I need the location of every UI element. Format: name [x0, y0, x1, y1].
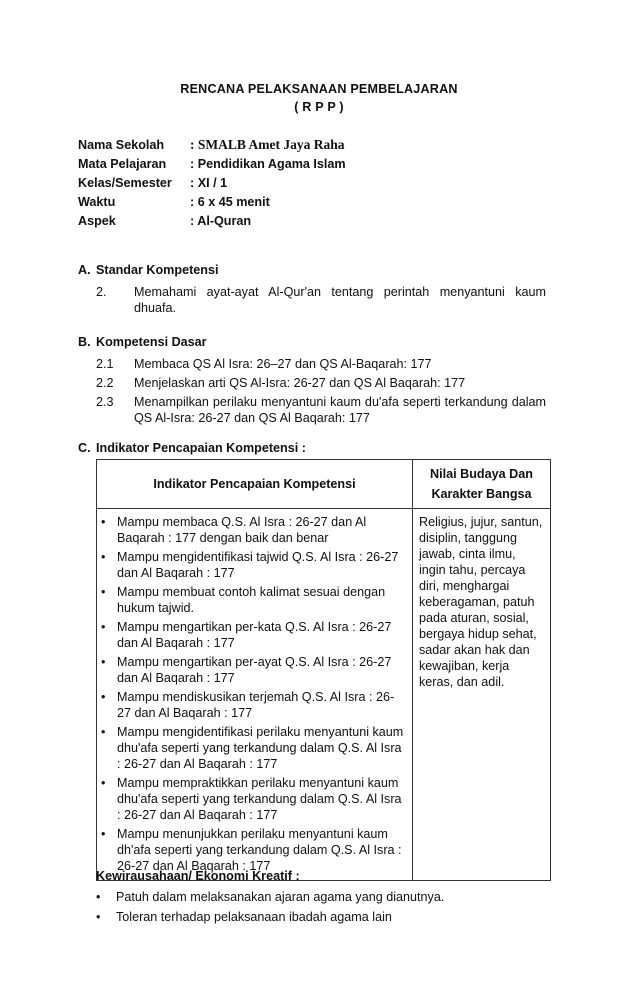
kewirausahaan-text: Patuh dalam melaksanakan ajaran agama yang dianutnya.	[116, 890, 445, 904]
list-item	[96, 909, 556, 925]
section-c-heading	[78, 440, 306, 456]
list-item	[101, 775, 408, 823]
section-b-list	[96, 356, 546, 429]
indicator-text: Mampu mendiskusikan terjemah Q.S. Al Isra : 26-27 dan Al Baqarah : 177	[117, 690, 395, 720]
indicator-text: Mampu membuat contoh kalimat sesuai dengan hukum tajwid.	[117, 585, 386, 615]
document-subtitle: ( R P P )	[294, 100, 344, 114]
item-text: Memahami ayat-ayat Al-Qur'an tentang perintah menyantuni kaum dhuafa.	[134, 285, 546, 315]
item-number: 2.	[96, 285, 107, 299]
item-number: 2.1	[96, 357, 114, 371]
values-text: Religius, jujur, santun, disiplin, tanggung jawab, cinta ilmu, ingin tahu, percaya diri, menghargai keberagaman, patuh pada aturan, sosial, bergaya hidup sehat, sadar akan hak dan kewajiban, kerja keras, dan adil.	[419, 515, 543, 689]
list-item	[101, 514, 408, 546]
info-value: : XI / 1	[190, 176, 228, 190]
bullet-icon: •	[101, 725, 106, 739]
list-item	[96, 394, 546, 426]
values-cell	[413, 509, 551, 881]
bullet-icon: •	[101, 515, 106, 529]
list-item	[96, 356, 546, 372]
indicator-cell	[97, 509, 413, 881]
document-title: RENCANA PELAKSANAAN PEMBELAJARAN	[180, 82, 458, 96]
bullet-icon: •	[96, 910, 101, 924]
list-item	[101, 826, 408, 874]
identity-block	[78, 137, 578, 232]
bullet-icon: •	[101, 776, 106, 790]
indicator-text: Mampu mengidentifikasi perilaku menyantuni kaum dhu'afa seperti yang terkandung dalam Q.S. Al Isra : 26-27 dan Al Baqarah : 177	[117, 725, 404, 771]
indicator-text: Mampu mengartikan per-kata Q.S. Al Isra : 26-27 dan Al Baqarah : 177	[117, 620, 392, 650]
indicator-text: Mampu mengidentifikasi tajwid Q.S. Al Isra : 26-27 dan Al Baqarah : 177	[117, 550, 399, 580]
bullet-icon: •	[101, 690, 106, 704]
info-row-class	[78, 175, 578, 194]
indicator-text: Mampu mempraktikkan perilaku menyantuni kaum dhu'afa seperti yang terkandung dalam Q.S. Al Isra : 26-27 dan Al Baqarah : 177	[117, 776, 402, 822]
info-row-subject	[78, 156, 578, 175]
kewirausahaan-block	[96, 868, 556, 929]
table-header-row	[97, 460, 551, 509]
section-a-heading	[78, 262, 218, 278]
kewirausahaan-title: Kewirausahaan/ Ekonomi Kreatif :	[96, 869, 300, 883]
info-label: Mata Pelajaran	[78, 157, 167, 171]
info-label: Nama Sekolah	[78, 138, 165, 152]
section-title: Indikator Pencapaian Kompetensi :	[96, 441, 306, 455]
indicator-text: Mampu mengartikan per-ayat Q.S. Al Isra : 26-27 dan Al Baqarah : 177	[117, 655, 392, 685]
list-item	[96, 375, 546, 391]
kewirausahaan-text: Toleran terhadap pelaksanaan ibadah agama lain	[116, 910, 392, 924]
list-item	[101, 619, 408, 651]
indicator-text: Mampu menunjukkan perilaku menyantuni kaum dh'afa seperti yang terkandung dalam Q.S. Al Isra : 26-27 dan Al Baqarah : 177	[117, 827, 402, 873]
list-item	[101, 549, 408, 581]
item-number: 2.3	[96, 395, 114, 409]
list-item	[101, 689, 408, 721]
info-row-time	[78, 194, 578, 213]
bullet-icon: •	[101, 585, 106, 599]
item-text: Menjelaskan arti QS Al-Isra: 26-27 dan QS Al Baqarah: 177	[134, 376, 466, 390]
section-title: Standar Kompetensi	[96, 263, 219, 277]
info-label: Kelas/Semester	[78, 176, 172, 190]
info-value: : 6 x 45 menit	[190, 195, 270, 209]
list-item	[101, 654, 408, 686]
section-letter: B.	[78, 335, 91, 349]
table-row	[97, 509, 551, 881]
bullet-icon: •	[101, 655, 106, 669]
indicator-table	[96, 459, 551, 881]
list-item	[96, 284, 546, 316]
info-row-school	[78, 137, 578, 156]
info-value: : Al-Quran	[190, 214, 252, 228]
item-text: Membaca QS Al Isra: 26–27 dan QS Al-Baqarah: 177	[134, 357, 432, 371]
indicator-list	[97, 509, 412, 880]
section-b-heading	[78, 334, 207, 350]
table-header-values: Nilai Budaya Dan Karakter Bangsa	[413, 460, 551, 509]
section-letter: C.	[78, 441, 91, 455]
section-title: Kompetensi Dasar	[96, 335, 207, 349]
info-label: Aspek	[78, 214, 116, 228]
bullet-icon: •	[101, 550, 106, 564]
item-number: 2.2	[96, 376, 114, 390]
info-value: : SMALB Amet Jaya Raha	[190, 137, 345, 152]
section-letter: A.	[78, 263, 91, 277]
bullet-icon: •	[96, 890, 101, 904]
info-value: : Pendidikan Agama Islam	[190, 157, 346, 171]
info-label: Waktu	[78, 195, 116, 209]
bullet-icon: •	[101, 620, 106, 634]
list-item	[96, 889, 556, 905]
indicator-text: Mampu membaca Q.S. Al Isra : 26-27 dan Al Baqarah : 177 dengan baik dan benar	[117, 515, 367, 545]
item-text: Menampilkan perilaku menyantuni kaum du'afa seperti terkandung dalam QS Al-Isra: 26-27 dan QS Al Baqarah: 177	[134, 395, 546, 425]
table-header-indicators: Indikator Pencapaian Kompetensi	[97, 460, 413, 509]
bullet-icon: •	[101, 827, 106, 841]
list-item	[101, 724, 408, 772]
info-row-aspect	[78, 213, 578, 232]
list-item	[101, 584, 408, 616]
section-a-list	[96, 284, 546, 319]
